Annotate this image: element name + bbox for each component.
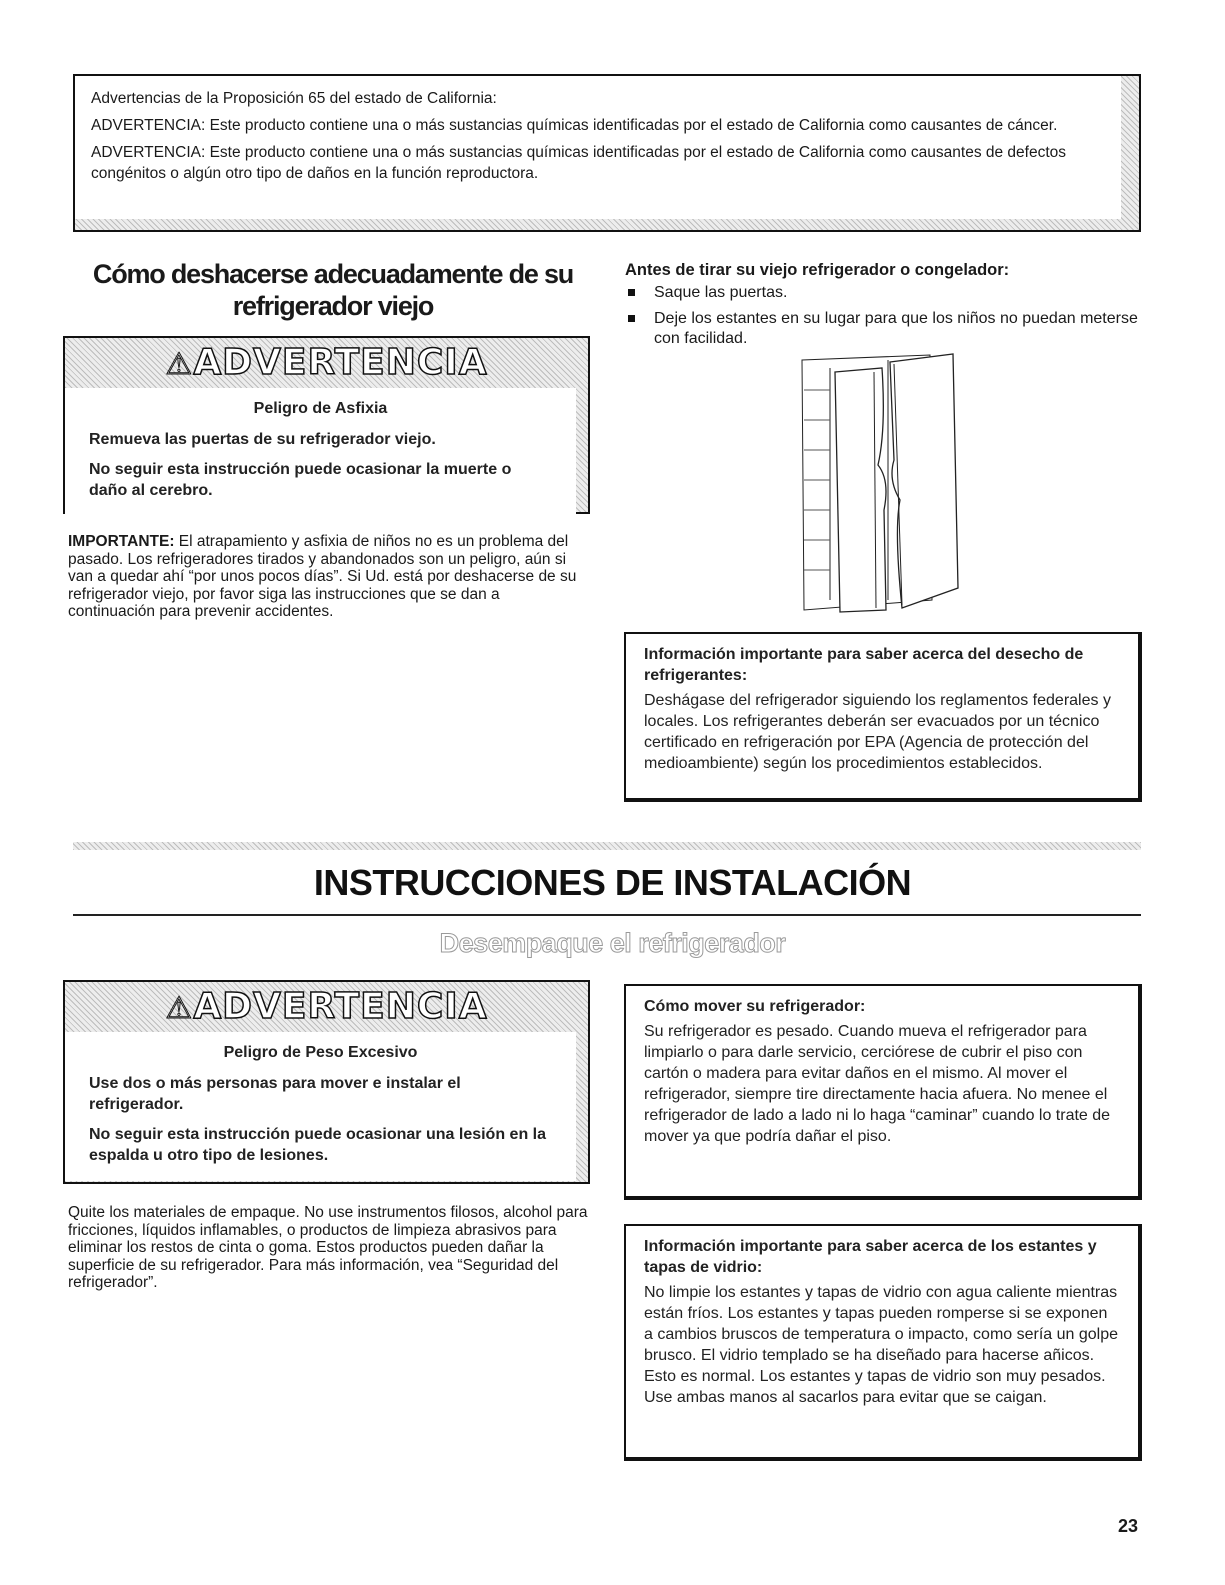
suffocation-warning-box xyxy=(63,336,590,514)
page-number: 23 xyxy=(1118,1516,1139,1536)
important-label: IMPORTANTE: xyxy=(68,533,175,550)
warning-instruction: Remueva las puertas de su refrigerador viejo. xyxy=(89,431,436,448)
disposal-section-title: Cómo deshacerse adecuadamente de su refrigerador viejo xyxy=(92,259,574,321)
moving-refrigerator-info-box xyxy=(624,984,1142,1200)
info-title: Información importante para saber acerca del desecho de refrigerantes: xyxy=(644,646,1084,684)
prop65-warning-cancer: ADVERTENCIA: Este producto contiene una o más sustancias químicas identificadas por el estado de California como causantes de cáncer. xyxy=(91,117,1058,134)
warning-header xyxy=(65,982,588,1032)
warning-consequence: No seguir esta instrucción puede ocasionar la muerte o daño al cerebro. xyxy=(89,461,512,499)
hazard-title: Peligro de Peso Excesivo xyxy=(223,1044,418,1061)
warning-header-label: ADVERTENCIA xyxy=(193,986,488,1027)
warning-consequence: No seguir esta instrucción puede ocasionar una lesión en la espalda u otro tipo de lesiones. xyxy=(89,1126,547,1164)
important-text: El atrapamiento y asfixia de niños no es un problema del pasado. Los refrigeradores tirados y abandonados son un peligro, aún si van a quedar ahí “por unos pocos días”. Si Ud. está por deshacerse de su refrigerador viejo, por favor siga las instrucciones que se dan a continuación para prevenir accidentes. xyxy=(68,533,577,620)
list-item: Deje los estantes en su lugar para que los niños no puedan meterse con facilidad. xyxy=(625,309,1140,349)
important-paragraph xyxy=(68,533,590,621)
unpack-paragraph: Quite los materiales de empaque. No use instrumentos filosos, alcohol para fricciones, líquidos inflamables, o productos de limpieza abrasivos para eliminar los restos de cinta o goma. Estos productos pueden dañar la superficie de su refrigerador. Para más información, vea “Seguridad del refrigerador”. xyxy=(68,1204,588,1291)
before-disposal-list xyxy=(625,283,1140,355)
warning-triangle-icon: ⚠ xyxy=(165,991,194,1026)
refrigerant-disposal-info-box xyxy=(624,632,1142,802)
warning-instruction: Use dos o más personas para mover e instalar el refrigerador. xyxy=(89,1075,461,1113)
refrigerator-doors-removed-illustration xyxy=(790,350,965,618)
excess-weight-warning-box xyxy=(63,980,590,1184)
section-divider xyxy=(73,842,1141,850)
installation-instructions-title: INSTRUCCIONES DE INSTALACIÓN xyxy=(313,862,912,903)
bullet-square-icon xyxy=(628,315,635,322)
title-underline xyxy=(73,914,1141,916)
info-text: No limpie los estantes y tapas de vidrio con agua caliente mientras están fríos. Los estantes y tapas pueden romperse si se exponen a cambios bruscos de temperatura o impacto, como sería un golpe brusco. El vidrio templado se ha diseñado para hacerse añicos. Esto es normal. Los estantes y tapas de vidrio son muy pesados. Use ambas manos al sacarlos para evitar que se caigan. xyxy=(644,1284,1119,1406)
info-title: Cómo mover su refrigerador: xyxy=(644,998,866,1015)
prop65-title: Advertencias de la Proposición 65 del estado de California: xyxy=(91,90,497,107)
prop65-warning-reproductive: ADVERTENCIA: Este producto contiene una o más sustancias químicas identificadas por el estado de California como causantes de defectos congénitos o algún otro tipo de daños en la función reproductora. xyxy=(91,144,1067,182)
info-title: Información importante para saber acerca de los estantes y tapas de vidrio: xyxy=(644,1238,1097,1276)
warning-header-label: ADVERTENCIA xyxy=(193,342,488,383)
list-item: Saque las puertas. xyxy=(625,283,1140,303)
bullet-square-icon xyxy=(628,289,635,296)
warning-header xyxy=(65,338,588,388)
unpack-subtitle: Desempaque el refrigerador xyxy=(439,928,786,958)
hazard-title: Peligro de Asfixia xyxy=(253,400,388,417)
warning-triangle-icon: ⚠ xyxy=(165,347,194,382)
info-text: Deshágase del refrigerador siguiendo los reglamentos federales y locales. Los refrigerantes deberán ser evacuados por un técnico certificado en refrigeración por EPA (Agencia de protección del medioambiente) según los procedimientos establecidos. xyxy=(644,692,1111,772)
glass-shelves-info-box xyxy=(624,1224,1142,1461)
prop65-warning-box xyxy=(73,74,1141,232)
info-text: Su refrigerador es pesado. Cuando mueva el refrigerador para limpiarlo o para darle servicio, cerciórese de cubrir el piso con cartón o madera para evitar daños en el mismo. Al mover el refrigerador, siempre tire directamente hacia afuera. No menee el refrigerador de lado a lado ni lo haga “caminar” cuando lo trate de mover ya que podría dañar el piso. xyxy=(644,1023,1111,1145)
before-disposal-title: Antes de tirar su viejo refrigerador o congelador: xyxy=(625,261,1010,279)
